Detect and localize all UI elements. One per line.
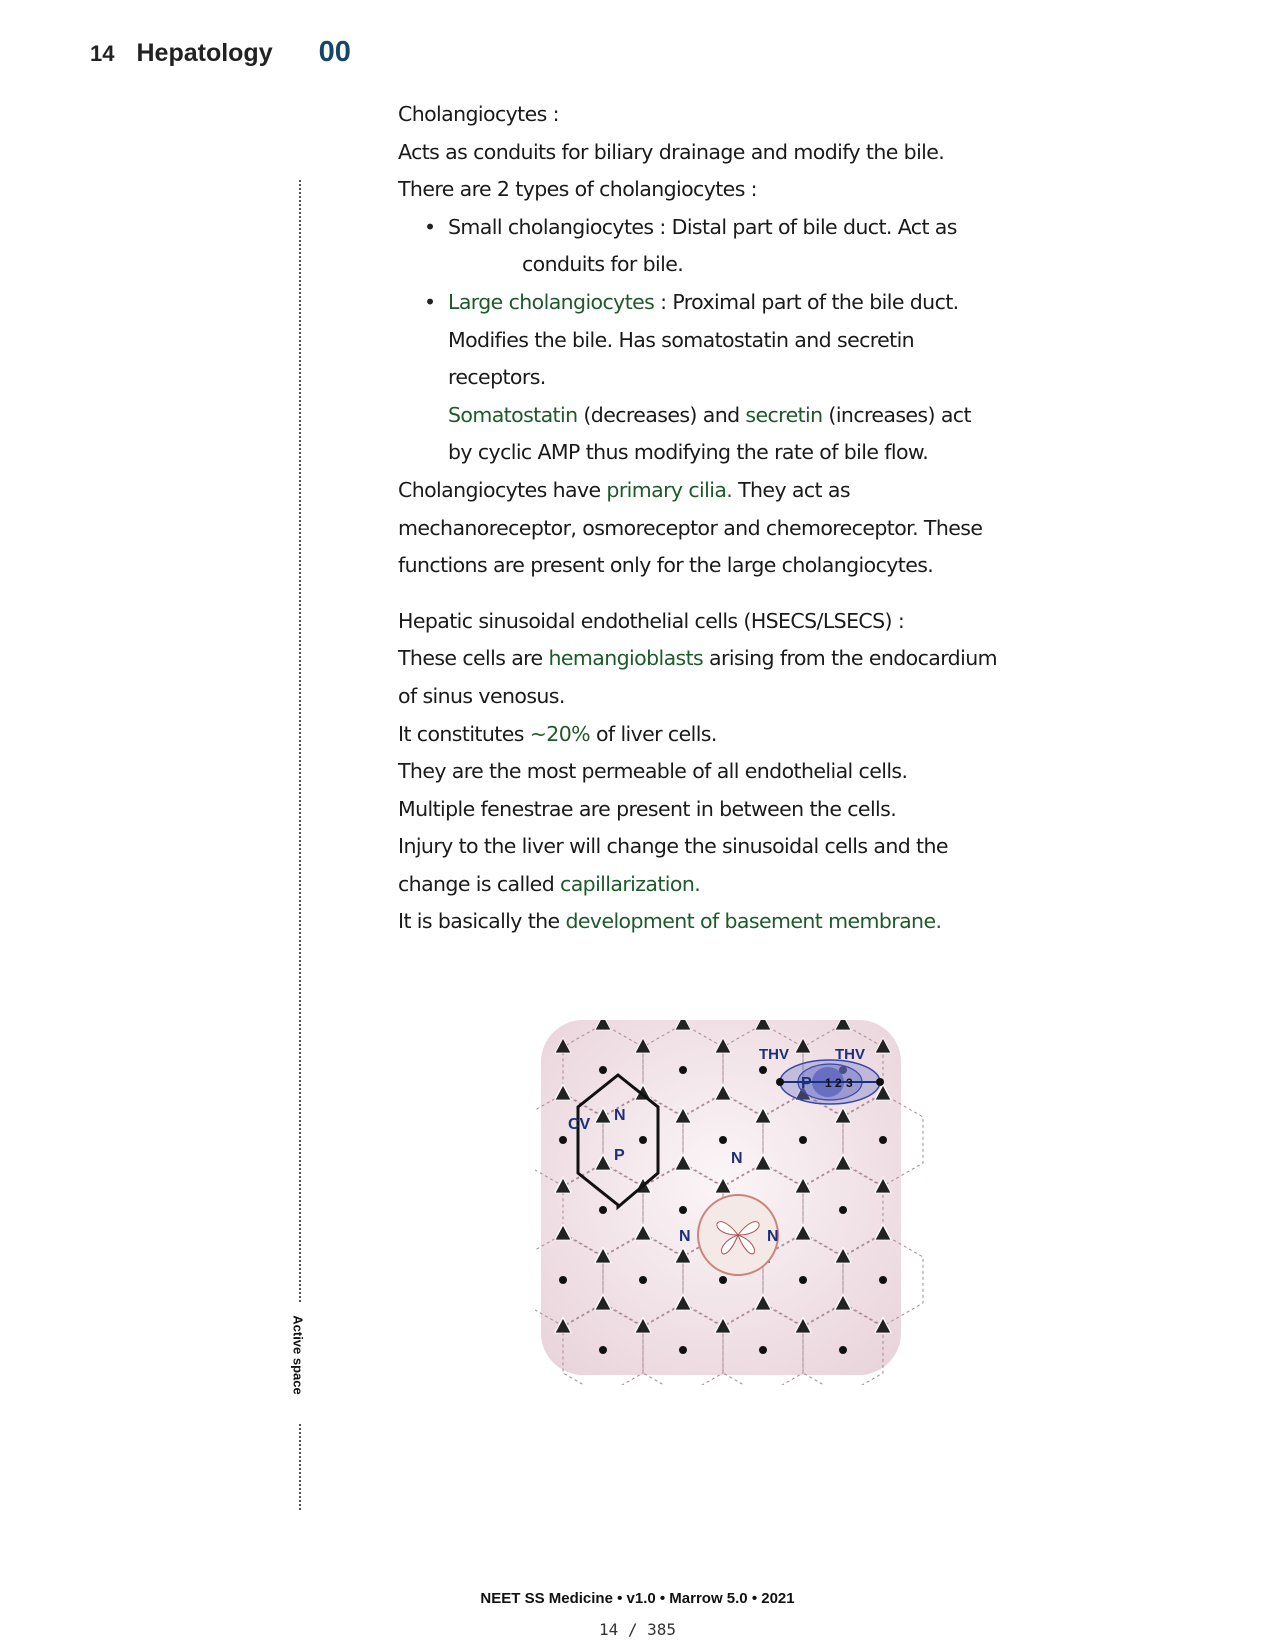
page-header (90, 36, 351, 69)
central-vein-dot (759, 1066, 767, 1074)
central-vein-dot (839, 1206, 847, 1214)
note-line (398, 472, 1058, 510)
note-line (398, 903, 1058, 941)
thv-left (776, 1078, 784, 1086)
highlight-term: development of basement membrane. (565, 909, 942, 934)
note-line: Injury to the liver will change the sinusoidal cells and the (398, 834, 948, 859)
note-text: arising from the endocardium (703, 646, 997, 671)
central-vein-dot (559, 1136, 567, 1144)
central-vein-dot (559, 1276, 567, 1284)
note-text: It constitutes (398, 721, 530, 746)
thv-right (876, 1078, 884, 1086)
note-line: Modifies the bile. Has somatostatin and secretin (448, 327, 915, 352)
highlight-term: Somatostatin (448, 402, 578, 427)
note-text: It is basically the (398, 909, 566, 934)
bullet-small-cholangiocytes (398, 209, 1058, 247)
central-vein-dot (799, 1276, 807, 1284)
active-space-label: Active space (290, 1315, 306, 1395)
note-line: of sinus venosus. (398, 683, 565, 708)
zone-1-label: 1 (825, 1076, 832, 1090)
central-vein-dot (639, 1276, 647, 1284)
n-label: N (731, 1150, 743, 1167)
section-badge: 00 (318, 36, 351, 68)
central-vein-dot (639, 1136, 647, 1144)
note-line: receptors. (448, 365, 546, 390)
zone-2-label: 2 (835, 1076, 842, 1090)
note-line: They are the most permeable of all endothelial cells. (398, 759, 908, 784)
note-line: Acts as conduits for biliary drainage and modify the bile. (398, 139, 945, 164)
central-vein-dot (879, 1136, 887, 1144)
note-line: by cyclic AMP thus modifying the rate of bile flow. (448, 440, 929, 465)
lobule-diagram (535, 1020, 925, 1385)
p-label: P (614, 1147, 625, 1164)
liver-lobule-figure (535, 1020, 925, 1385)
central-vein-dot (799, 1136, 807, 1144)
note-line (398, 716, 1058, 754)
note-text: (decreases) and (577, 402, 746, 427)
highlight-term: secretin (745, 402, 823, 427)
note-line (398, 866, 1058, 904)
central-vein-dot (679, 1066, 687, 1074)
central-vein-dot (599, 1206, 607, 1214)
central-vein-dot (719, 1136, 727, 1144)
cv-label: CV (568, 1116, 591, 1133)
central-vein-dot (599, 1066, 607, 1074)
n-label: N (679, 1228, 691, 1245)
highlight-term: hemangioblasts (548, 646, 704, 671)
p-label: P (801, 1075, 812, 1092)
highlight-term: capillarization. (560, 871, 701, 896)
highlight-term: Large cholangiocytes (448, 289, 655, 314)
note-line: mechanoreceptor, osmoreceptor and chemoreceptor. These (398, 515, 983, 540)
note-text: Small cholangiocytes : Distal part of bile duct. Act as (448, 214, 957, 239)
central-vein-dot (679, 1206, 687, 1214)
central-vein-dot (839, 1346, 847, 1354)
thv-label: THV (835, 1046, 865, 1063)
central-vein-dot (759, 1346, 767, 1354)
highlight-term: primary cilia. (606, 477, 733, 502)
note-text: Cholangiocytes have (398, 477, 607, 502)
n-label: N (767, 1228, 779, 1245)
central-vein-dot (679, 1346, 687, 1354)
zone-3-label: 3 (846, 1076, 853, 1090)
hsec-heading: Hepatic sinusoidal endothelial cells (HSECS/LSECS) : (398, 608, 905, 633)
central-vein-dot (879, 1276, 887, 1284)
note-text: They act as (732, 477, 850, 502)
handwritten-notes (398, 96, 1058, 941)
note-line (398, 640, 1058, 678)
note-text: change is called (398, 871, 561, 896)
thv-label: THV (759, 1046, 789, 1063)
note-line: functions are present only for the large cholangiocytes. (398, 553, 934, 578)
portal-lobule (698, 1195, 778, 1275)
cholangiocytes-heading: Cholangiocytes : (398, 102, 559, 126)
n-label: N (614, 1107, 626, 1124)
note-text: of liver cells. (590, 721, 717, 746)
note-line: conduits for bile. (522, 252, 684, 277)
highlight-term: ~20% (529, 721, 591, 746)
page-number: 14 (90, 41, 115, 66)
footer-text: NEET SS Medicine • v1.0 • Marrow 5.0 • 2021 (480, 1590, 795, 1607)
central-vein-dot (599, 1346, 607, 1354)
bullet-large-cholangiocytes (398, 284, 1058, 322)
note-text: (increases) act (822, 402, 971, 427)
central-vein-dot (719, 1276, 727, 1284)
note-line: Multiple fenestrae are present in between the cells. (398, 796, 897, 821)
page-indicator: 14 / 385 (598, 1620, 677, 1639)
note-line: There are 2 types of cholangiocytes : (398, 177, 757, 202)
note-text: These cells are (398, 646, 549, 671)
note-text: : Proximal part of the bile duct. (654, 289, 959, 314)
note-line (398, 397, 1058, 435)
chapter-title: Hepatology (136, 39, 273, 67)
